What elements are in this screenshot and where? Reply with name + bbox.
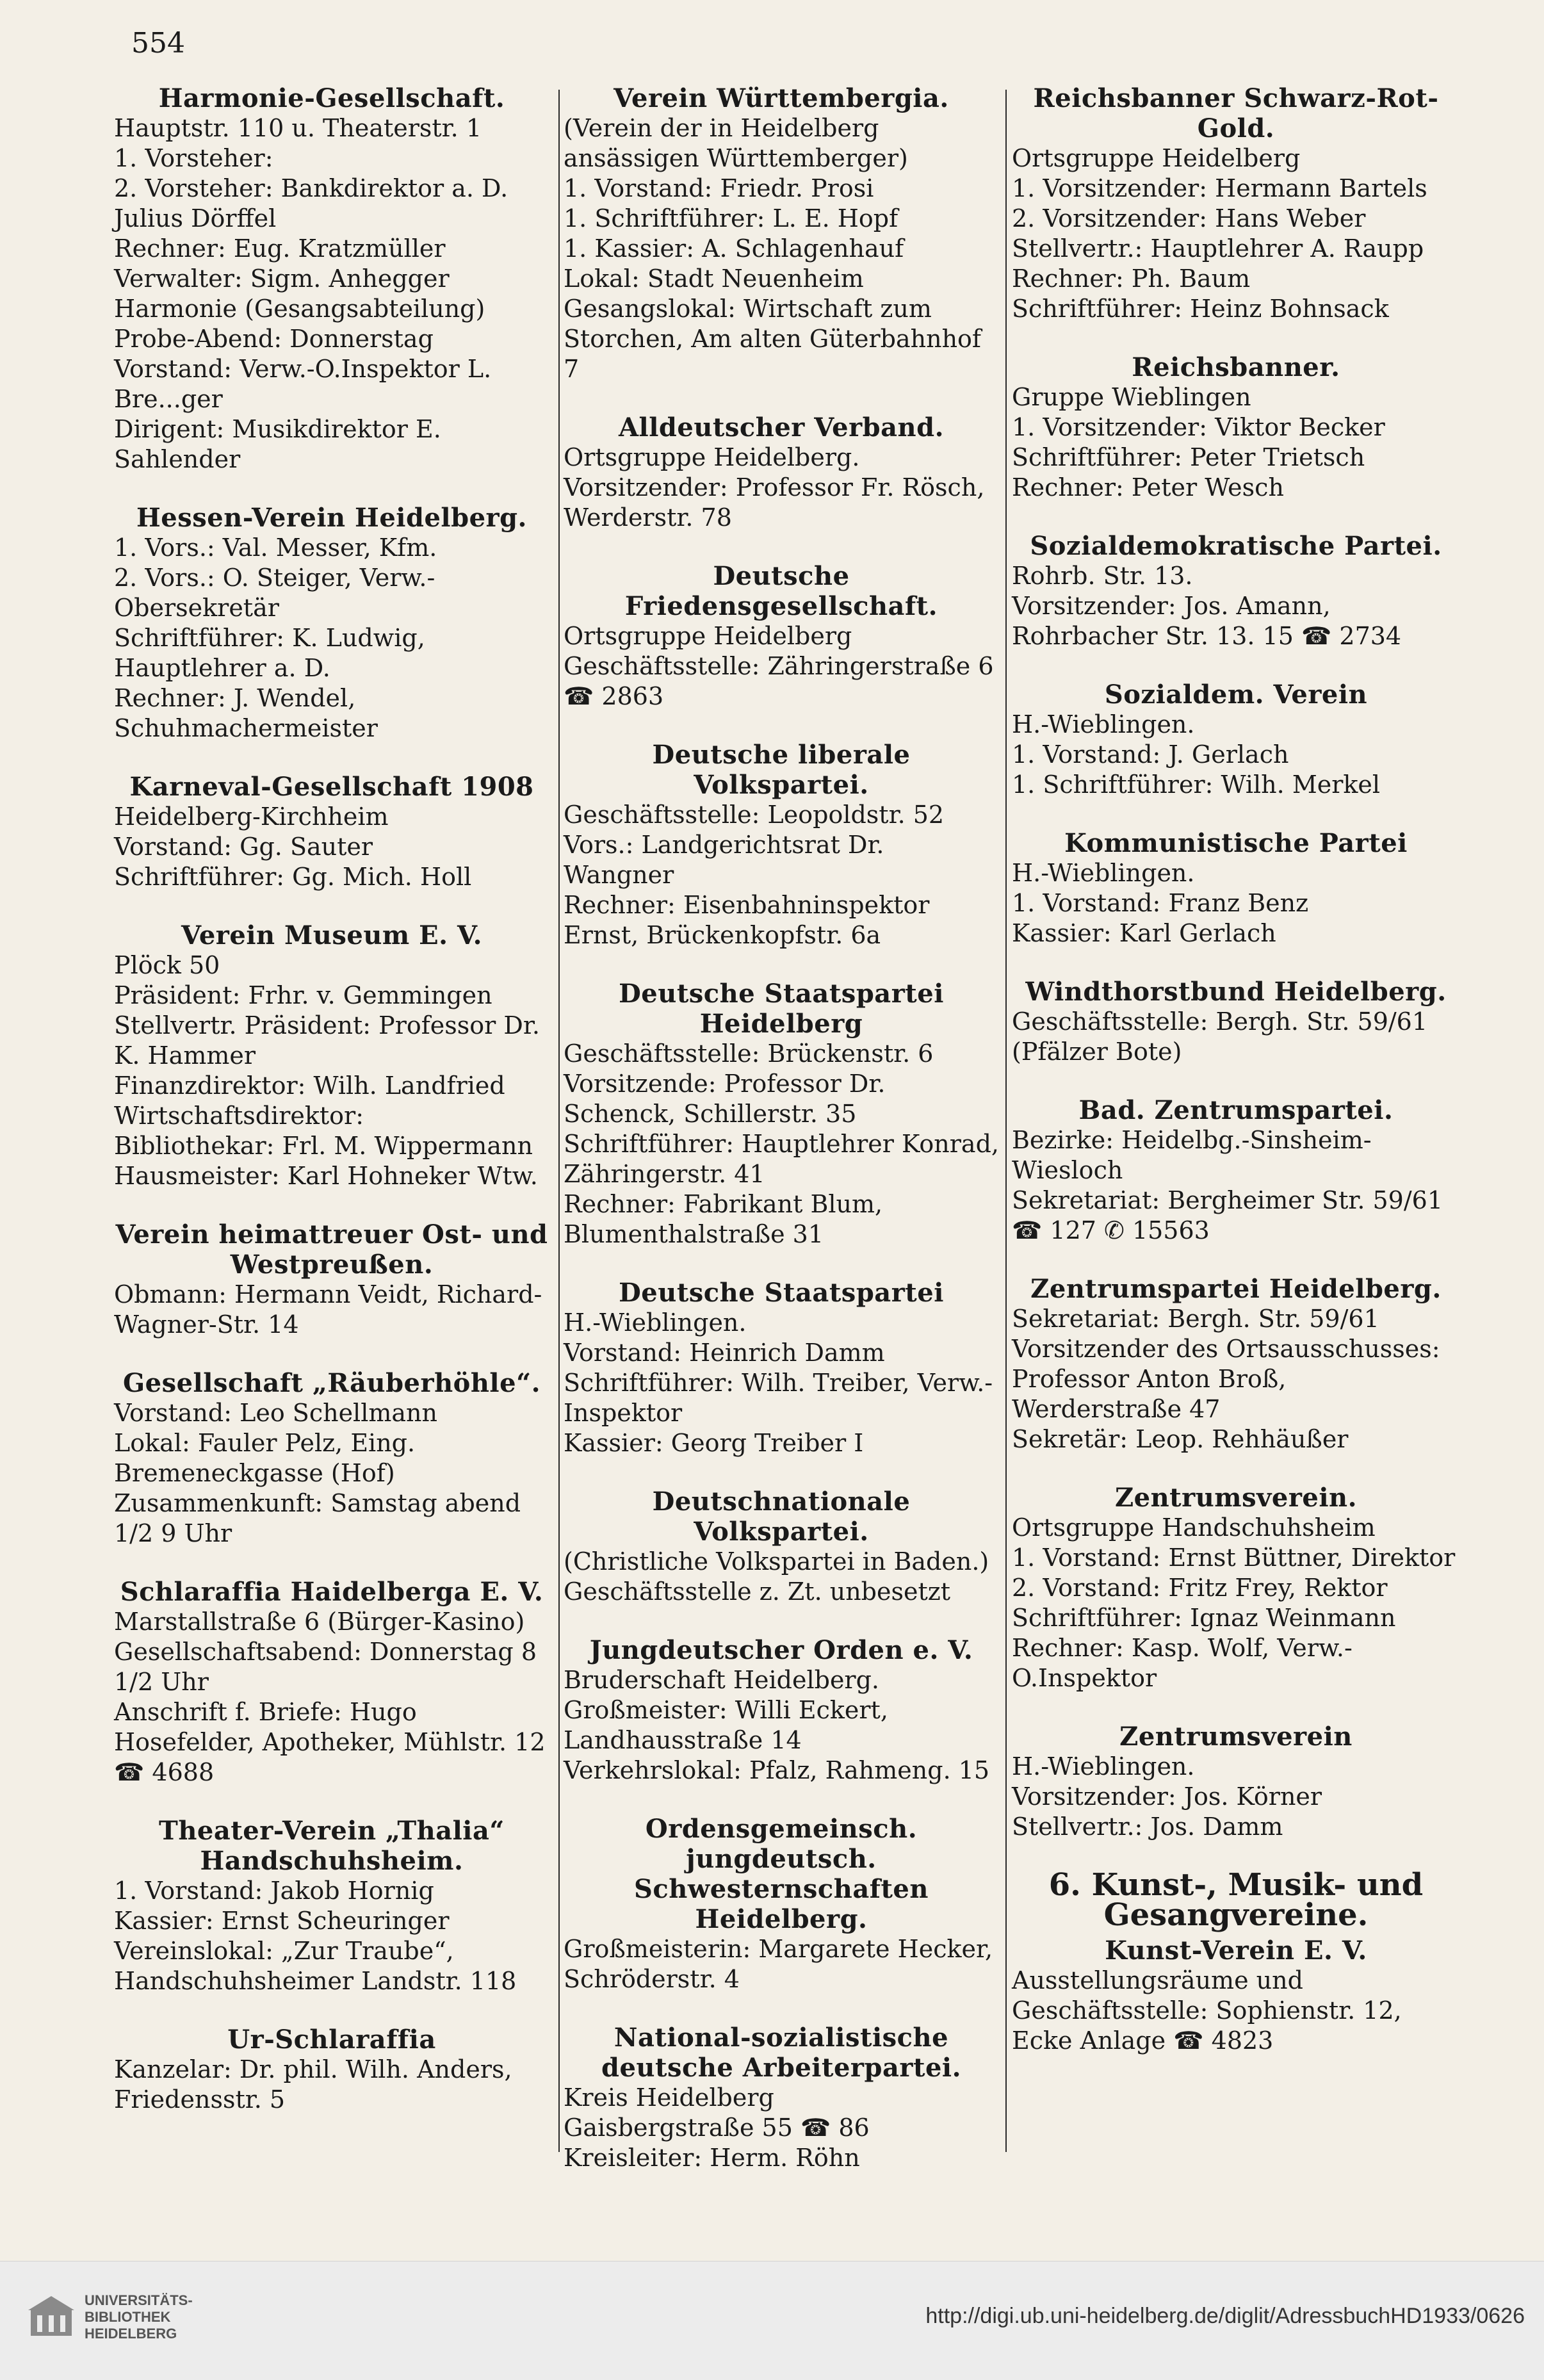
directory-entry xyxy=(1012,1483,1460,1693)
entry-line: 1. Schriftführer: L. E. Hopf xyxy=(564,204,898,232)
page-number: 554 xyxy=(131,27,185,60)
entry-line: Rohrb. Str. 13. xyxy=(1012,562,1193,590)
entry-line: 1. Kassier: A. Schlagenhauf xyxy=(564,234,904,263)
entry-line: Heidelberg-Kirchheim xyxy=(114,803,389,831)
directory-entry xyxy=(1012,1274,1460,1455)
directory-entry xyxy=(564,2023,999,2173)
directory-entry xyxy=(1012,352,1460,503)
entry-title: Ur-Schlaraffia xyxy=(227,2025,436,2055)
directory-entry xyxy=(564,1635,999,1786)
entry-line: Schriftführer: Wilh. Treiber, Verw.-Inspektor xyxy=(564,1369,993,1427)
entry-line: Rechner: Eisenbahninspektor Ernst, Brückenkopfstr. 6a xyxy=(564,891,930,949)
directory-entry xyxy=(114,772,549,892)
entry-line: Kassier: Ernst Scheuringer xyxy=(114,1907,450,1935)
entry-title: Deutsche Staatspartei Heidelberg xyxy=(619,979,944,1039)
entry-line: 2. Vorsitzender: Hans Weber xyxy=(1012,204,1366,232)
entry-line: Ortsgruppe Heidelberg xyxy=(1012,144,1301,172)
directory-entry xyxy=(114,1577,549,1788)
entry-line: Ausstellungsräume und Geschäftsstelle: Sophienstr. 12, Ecke Anlage ☎ 4823 xyxy=(1012,1966,1402,2055)
column-divider xyxy=(1005,90,1007,2152)
entry-line: 1. Vors.: Val. Messer, Kfm. xyxy=(114,534,437,562)
directory-entry xyxy=(564,83,999,384)
entry-line: Harmonie (Gesangsabteilung) xyxy=(114,295,485,323)
entry-line: Vors.: Landgerichtsrat Dr. Wangner xyxy=(564,831,884,889)
directory-entry xyxy=(114,1816,549,1996)
entry-line: Präsident: Frhr. v. Gemmingen xyxy=(114,981,492,1009)
entry-line: Geschäftsstelle z. Zt. unbesetzt xyxy=(564,1577,951,1606)
library-name xyxy=(85,2292,193,2342)
directory-entry xyxy=(1012,680,1460,800)
entry-line: Probe-Abend: Donnerstag xyxy=(114,325,434,353)
entry-title: Karneval-Gesellschaft 1908 xyxy=(129,772,534,802)
entry-line: 1. Vorsteher: xyxy=(114,144,273,172)
entry-title: Alldeutscher Verband. xyxy=(618,412,945,443)
entry-line: Kassier: Karl Gerlach xyxy=(1012,919,1276,947)
entry-line: Vorsitzender: Jos. Amann, Rohrbacher Str. 13. 15 ☎ 2734 xyxy=(1012,592,1402,650)
entry-line: Bruderschaft Heidelberg. xyxy=(564,1666,879,1694)
entry-title: Deutsche Friedensgesellschaft. xyxy=(624,561,938,621)
column-1 xyxy=(114,83,549,2143)
entry-line: Obmann: Hermann Veidt, Richard-Wagner-Str. 14 xyxy=(114,1280,542,1339)
directory-entry xyxy=(564,1814,999,1994)
column-divider xyxy=(558,90,560,2152)
entry-line: Vereinslokal: „Zur Traube“, Handschuhsheimer Landstr. 118 xyxy=(114,1937,517,1995)
entry-line: Geschäftsstelle: Leopoldstr. 52 xyxy=(564,801,945,829)
entry-title: Reichsbanner. xyxy=(1132,352,1340,382)
entry-title: Deutschnationale Volkspartei. xyxy=(652,1487,911,1547)
entry-line: H.-Wieblingen. xyxy=(1012,859,1195,887)
entry-line: 1. Vorstand: Ernst Büttner, Direktor xyxy=(1012,1544,1456,1572)
entry-line: Geschäftsstelle: Brückenstr. 6 xyxy=(564,1039,934,1068)
directory-entry xyxy=(564,740,999,950)
entry-line: Sekretär: Leop. Rehhäußer xyxy=(1012,1425,1349,1453)
entry-title: Bad. Zentrumspartei. xyxy=(1078,1095,1394,1125)
entry-line: Stellvertr.: Jos. Damm xyxy=(1012,1813,1283,1841)
entry-line: Sekretariat: Bergh. Str. 59/61 xyxy=(1012,1305,1379,1333)
directory-entry xyxy=(114,83,549,475)
entry-line: Rechner: Eug. Kratzmüller xyxy=(114,234,446,263)
entry-title: Verein Museum E. V. xyxy=(181,920,482,950)
entry-title: Verein Württembergia. xyxy=(614,83,949,113)
directory-entry xyxy=(114,503,549,744)
entry-title: Schlaraffia Haidelberga E. V. xyxy=(120,1577,544,1607)
entry-line: Schriftführer: Hauptlehrer Konrad, Zähringerstr. 41 xyxy=(564,1130,999,1188)
directory-entry xyxy=(114,2025,549,2115)
entry-line: Finanzdirektor: Wilh. Landfried xyxy=(114,1072,505,1100)
directory-entry xyxy=(564,1278,999,1458)
entry-line: Kassier: Georg Treiber I xyxy=(564,1429,864,1457)
directory-entry xyxy=(1012,977,1460,1067)
library-name-line: BIBLIOTHEK xyxy=(85,2309,171,2325)
entry-line: Vorsitzender: Jos. Körner xyxy=(1012,1782,1322,1811)
footer-bar xyxy=(0,2261,1544,2380)
directory-entry xyxy=(1012,531,1460,651)
entry-line: Gesangslokal: Wirtschaft zum Storchen, Am alten Güterbahnhof 7 xyxy=(564,295,981,383)
entry-line: Geschäftsstelle: Bergh. Str. 59/61 (Pfälzer Bote) xyxy=(1012,1007,1428,1066)
entry-line: Marstallstraße 6 (Bürger-Kasino) xyxy=(114,1608,525,1636)
entry-title: Zentrumsverein. xyxy=(1114,1483,1358,1513)
directory-entry xyxy=(1012,1722,1460,1842)
entry-line: Vorsitzender: Professor Fr. Rösch, Werderstr. 78 xyxy=(564,473,985,532)
source-url-link[interactable]: http://digi.ub.uni-heidelberg.de/diglit/AdressbuchHD1933/0626 xyxy=(925,2304,1525,2328)
entry-line: Vorsitzende: Professor Dr. Schenck, Schillerstr. 35 xyxy=(564,1070,886,1128)
entry-line: Kreisleiter: Herm. Röhn xyxy=(564,2144,860,2172)
entry-line: Schriftführer: K. Ludwig, Hauptlehrer a. D. xyxy=(114,624,425,682)
entry-title: Harmonie-Gesellschaft. xyxy=(158,83,505,113)
entry-title: Deutsche Staatspartei xyxy=(619,1278,944,1308)
entry-line: Rechner: Fabrikant Blum, Blumenthalstraße 31 xyxy=(564,1190,883,1248)
entry-line: Geschäftsstelle: Zähringerstraße 6 ☎ 2863 xyxy=(564,652,994,710)
directory-entry xyxy=(1012,83,1460,324)
entry-line: 2. Vorstand: Fritz Frey, Rektor xyxy=(1012,1574,1388,1602)
entry-line: Vorstand: Leo Schellmann xyxy=(114,1399,438,1427)
entry-title: Hessen-Verein Heidelberg. xyxy=(136,503,527,533)
entry-line: Verkehrslokal: Pfalz, Rahmeng. 15 xyxy=(564,1756,990,1784)
entry-title: Sozialdemokratische Partei. xyxy=(1030,531,1442,561)
entry-title: Deutsche liberale Volkspartei. xyxy=(652,740,911,800)
column-3 xyxy=(1012,83,1460,2084)
university-logo-icon xyxy=(26,2291,77,2342)
entry-line: 1. Vorsitzender: Hermann Bartels xyxy=(1012,174,1427,202)
entry-line: Wirtschaftsdirektor: xyxy=(114,1102,364,1130)
entry-line: Gesellschaftsabend: Donnerstag 8 1/2 Uhr xyxy=(114,1638,537,1696)
entry-line: H.-Wieblingen. xyxy=(1012,1752,1195,1781)
entry-line: (Verein der in Heidelberg ansässigen Württemberger) xyxy=(564,114,908,172)
entry-line: Hausmeister: Karl Hohneker Wtw. xyxy=(114,1162,538,1190)
entry-line: 2. Vors.: O. Steiger, Verw.-Obersekretär xyxy=(114,564,435,622)
entry-line: Hauptstr. 110 u. Theaterstr. 1 xyxy=(114,114,482,142)
entry-line: Vorsitzender des Ortsausschusses: Professor Anton Broß, Werderstraße 47 xyxy=(1012,1335,1440,1423)
section-heading: 6. Kunst-, Musik- und Gesangvereine. xyxy=(1048,1867,1424,1933)
entry-line: Vorstand: Heinrich Damm xyxy=(564,1339,885,1367)
library-name-line: HEIDELBERG xyxy=(85,2326,177,2342)
entry-line: Schriftführer: Ignaz Weinmann xyxy=(1012,1604,1396,1632)
directory-entry xyxy=(114,1219,549,1340)
entry-line: Zusammenkunft: Samstag abend 1/2 9 Uhr xyxy=(114,1489,521,1547)
entry-line: Lokal: Stadt Neuenheim xyxy=(564,265,864,293)
entry-line: Rechner: Ph. Baum xyxy=(1012,265,1251,293)
entry-line: 1. Vorstand: J. Gerlach xyxy=(1012,740,1289,769)
entry-title: Sozialdem. Verein xyxy=(1104,680,1368,710)
entry-line: Vorstand: Gg. Sauter xyxy=(114,833,373,861)
entry-title: Windthorstbund Heidelberg. xyxy=(1025,977,1447,1007)
entry-line: Großmeisterin: Margarete Hecker, Schröderstr. 4 xyxy=(564,1935,993,1993)
entry-line: Bibliothekar: Frl. M. Wippermann xyxy=(114,1132,533,1160)
directory-entry xyxy=(564,412,999,533)
entry-line: Plöck 50 xyxy=(114,951,220,979)
directory-entry xyxy=(1012,1936,1460,2056)
entry-line: Lokal: Fauler Pelz, Eing. Bremeneckgasse (Hof) xyxy=(114,1429,416,1487)
entry-title: National-sozialistische deutsche Arbeiterpartei. xyxy=(601,2023,962,2083)
library-name-line: UNIVERSITÄTS- xyxy=(85,2292,193,2308)
entry-title: Theater-Verein „Thalia“ Handschuhsheim. xyxy=(159,1816,505,1876)
entry-line: H.-Wieblingen. xyxy=(1012,710,1195,738)
entry-title: Kunst-Verein E. V. xyxy=(1105,1936,1367,1966)
entry-title: Gesellschaft „Räuberhöhle“. xyxy=(122,1368,541,1398)
entry-line: Vorstand: Verw.-O.Inspektor L. Bre...ger xyxy=(114,355,492,413)
entry-line: Schriftführer: Gg. Mich. Holl xyxy=(114,863,472,891)
directory-entry xyxy=(564,1487,999,1607)
entry-line: (Christliche Volkspartei in Baden.) xyxy=(564,1547,989,1576)
directory-entry xyxy=(564,561,999,712)
entry-line: H.-Wieblingen. xyxy=(564,1308,747,1337)
entry-line: Sekretariat: Bergheimer Str. 59/61 ☎ 127 ✆ 15563 xyxy=(1012,1186,1443,1244)
entry-line: 1. Schriftführer: Wilh. Merkel xyxy=(1012,770,1381,799)
column-2 xyxy=(564,83,999,2201)
entry-title: Jungdeutscher Orden e. V. xyxy=(589,1635,973,1665)
entry-line: Rechner: Peter Wesch xyxy=(1012,473,1284,501)
entry-line: Ortsgruppe Heidelberg. xyxy=(564,443,860,471)
entry-line: 1. Vorstand: Franz Benz xyxy=(1012,889,1309,917)
entry-title: Kommunistische Partei xyxy=(1064,828,1408,858)
directory-entry xyxy=(1012,1095,1460,1246)
entry-line: Rechner: Kasp. Wolf, Verw.-O.Inspektor xyxy=(1012,1634,1353,1692)
directory-entry xyxy=(114,920,549,1191)
entry-line: 1. Vorstand: Friedr. Prosi xyxy=(564,174,874,202)
entry-line: Rechner: J. Wendel, Schuhmachermeister xyxy=(114,684,378,742)
entry-line: Gruppe Wieblingen xyxy=(1012,383,1251,411)
entry-line: Kreis Heidelberg xyxy=(564,2083,774,2112)
entry-title: Zentrumsverein xyxy=(1119,1722,1353,1752)
entry-line: Anschrift f. Briefe: Hugo Hosefelder, Apotheker, Mühlstr. 12 ☎ 4688 xyxy=(114,1698,546,1786)
entry-line: Stellvertr.: Hauptlehrer A. Raupp xyxy=(1012,234,1424,263)
entry-title: Verein heimattreuer Ost- und Westpreußen. xyxy=(115,1219,548,1280)
entry-line: 1. Vorstand: Jakob Hornig xyxy=(114,1877,434,1905)
entry-line: Ortsgruppe Heidelberg xyxy=(564,622,852,650)
entry-title: Zentrumspartei Heidelberg. xyxy=(1030,1274,1442,1304)
entry-line: Verwalter: Sigm. Anhegger xyxy=(114,265,450,293)
entry-title: Reichsbanner Schwarz-Rot-Gold. xyxy=(1033,83,1439,143)
entry-line: Schriftführer: Peter Trietsch xyxy=(1012,443,1365,471)
entry-line: Kanzelar: Dr. phil. Wilh. Anders, Friedensstr. 5 xyxy=(114,2055,512,2114)
entry-line: Gaisbergstraße 55 ☎ 86 xyxy=(564,2114,870,2142)
entry-line: 2. Vorsteher: Bankdirektor a. D. Julius Dörffel xyxy=(114,174,508,232)
entry-title: Ordensgemeinsch. jungdeutsch. Schwesternschaften Heidelberg. xyxy=(634,1814,929,1934)
directory-entry xyxy=(114,1368,549,1549)
entry-line: 1. Vorsitzender: Viktor Becker xyxy=(1012,413,1385,441)
directory-entry xyxy=(1012,828,1460,949)
entry-line: Dirigent: Musikdirektor E. Sahlender xyxy=(114,415,441,473)
entry-line: Ortsgruppe Handschuhsheim xyxy=(1012,1513,1376,1542)
entry-line: Stellvertr. Präsident: Professor Dr. K. Hammer xyxy=(114,1011,540,1070)
directory-entry xyxy=(564,979,999,1250)
entry-line: Schriftführer: Heinz Bohnsack xyxy=(1012,295,1389,323)
entry-line: Großmeister: Willi Eckert, Landhausstraße 14 xyxy=(564,1696,888,1754)
entry-line: Bezirke: Heidelbg.-Sinsheim-Wiesloch xyxy=(1012,1126,1372,1184)
